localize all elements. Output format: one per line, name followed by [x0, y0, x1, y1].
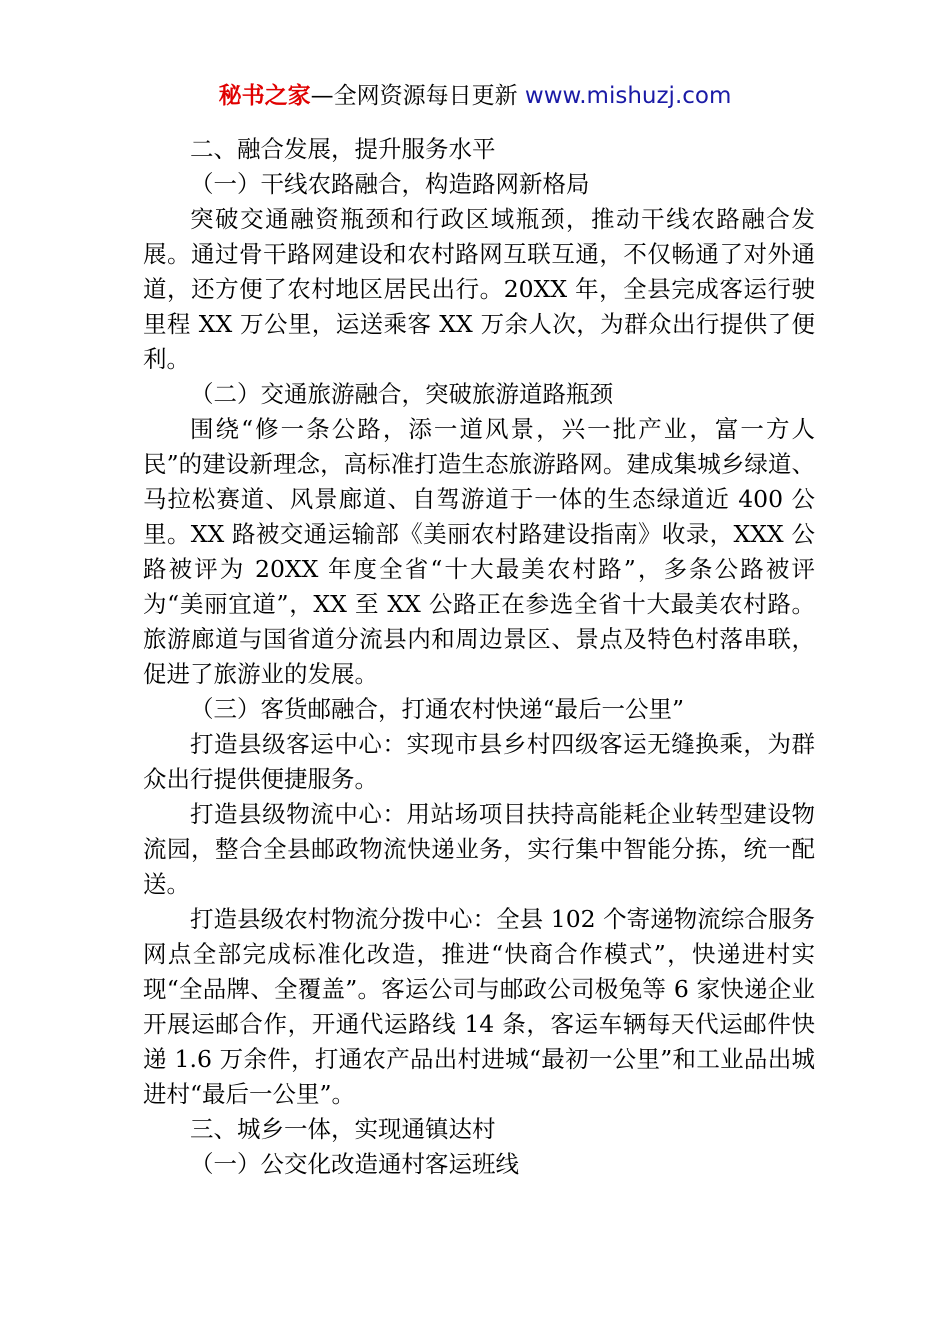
site-brand: 秘书之家 — [218, 83, 311, 109]
paragraph-2-3-a: 打造县级客运中心：实现市县乡村四级客运无缝换乘，为群众出行提供便捷服务。 — [143, 730, 815, 793]
site-tagline: —全网资源每日更新 — [310, 83, 518, 109]
paragraph-2-3-c: 打造县级农村物流分拨中心：全县 102 个寄递物流综合服务网点全部完成标准化改造，推进“快商合作模式”，快递进村实现“全品牌、全覆盖”。客运公司与邮政公司极兔等 6 家快递企业开展运邮合作，开通代运路线 14 条，客运车辆每天代运邮件快递 1.6 万余件，打通农产品出村进城“最初一公里”和工业品出城进村“最后一公里”。 — [143, 905, 815, 1108]
site-url-link[interactable]: www.mishuzj.com — [524, 83, 732, 109]
document-body — [143, 132, 815, 1182]
site-header — [0, 80, 950, 112]
subsection-heading-2-1: （一）干线农路融合，构造路网新格局 — [190, 170, 590, 198]
subsection-heading-3-1: （一）公交化改造通村客运班线 — [190, 1150, 519, 1178]
paragraph-2-1: 突破交通融资瓶颈和行政区域瓶颈，推动干线农路融合发展。通过骨干路网建设和农村路网互联互通，不仅畅通了对外通道，还方便了农村地区居民出行。20XX 年，全县完成客运行驶里程 XX 万公里，运送乘客 XX 万余人次，为群众出行提供了便利。 — [143, 205, 815, 373]
paragraph-2-3-b: 打造县级物流中心：用站场项目扶持高能耗企业转型建设物流园，整合全县邮政物流快递业务，实行集中智能分拣，统一配送。 — [143, 800, 815, 898]
paragraph-2-2: 围绕“修一条公路，添一道风景，兴一批产业，富一方人民”的建设新理念，高标准打造生态旅游路网。建成集城乡绿道、马拉松赛道、风景廊道、自驾游道于一体的生态绿道近 400 公里。XX 路被交通运输部《美丽农村路建设指南》收录，XXX 公路被评为 20XX 年度全省“十大最美农村路”，多条公路被评为“美丽宜道”，XX 至 XX 公路正在参选全省十大最美农村路。旅游廊道与国省道分流县内和周边景区、景点及特色村落串联，促进了旅游业的发展。 — [143, 415, 815, 688]
subsection-heading-2-2: （二）交通旅游融合，突破旅游道路瓶颈 — [190, 380, 613, 408]
section-heading-2: 二、融合发展，提升服务水平 — [190, 135, 496, 163]
subsection-heading-2-3: （三）客货邮融合，打通农村快递“最后一公里” — [190, 695, 685, 723]
section-heading-3: 三、城乡一体，实现通镇达村 — [190, 1115, 496, 1143]
